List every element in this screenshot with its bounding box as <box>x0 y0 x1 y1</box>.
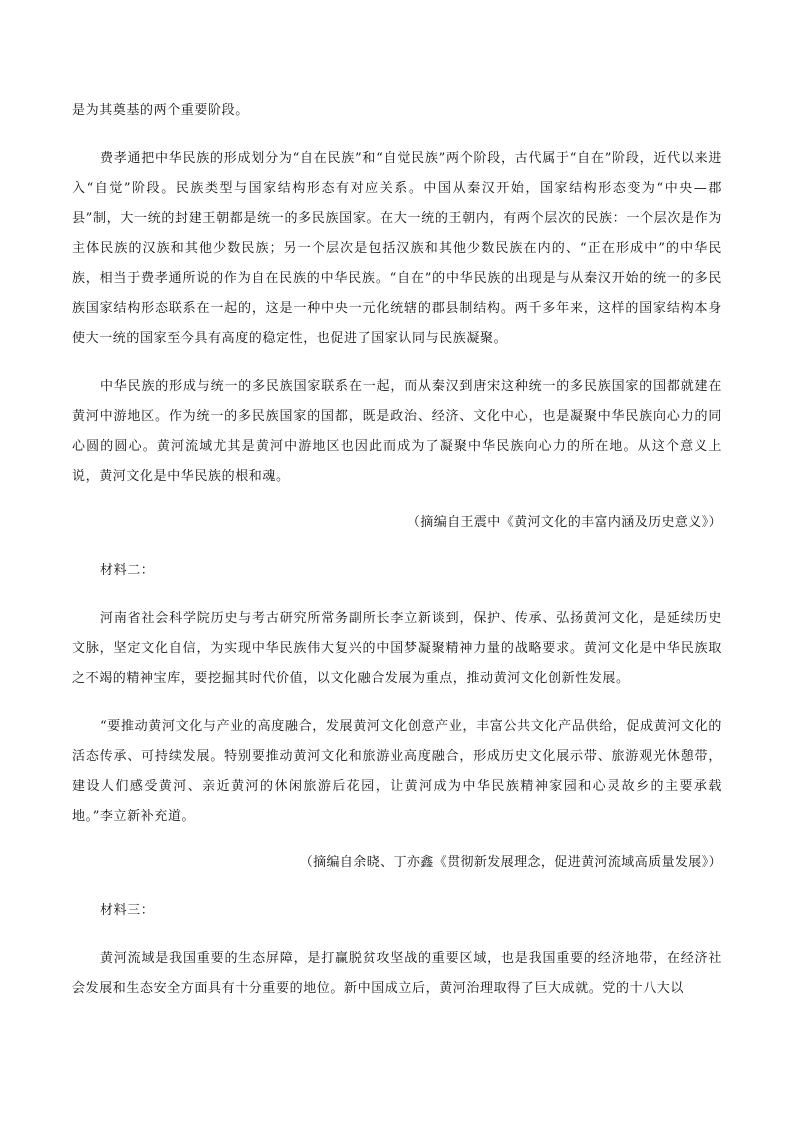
document-body <box>72 96 722 1004</box>
paragraph-continuation: 是为其奠基的两个重要阶段。 <box>72 103 249 118</box>
material-three-label: 材料三： <box>100 903 155 918</box>
paragraph-ecological-barrier: 黄河流域是我国重要的生态屏障，是打赢脱贫攻坚战的重要区域，也是我国重要的经济地带，在经济社会发展和生态安全方面具有十分重要的地位。新中国成立后，黄河治理取得了巨大成就。党的十八大以 <box>72 951 722 996</box>
paragraph-li-lixin: 河南省社会科学院历史与考古研究所常务副所长李立新谈到，保护、传承、弘扬黄河文化，是延续历史文脉，坚定文化自信，为实现中华民族伟大复兴的中国梦凝聚精神力量的战略要求。黄河文化是中华民族取之不竭的精神宝库，要挖掘其时代价值，以文化融合发展为重点，推动黄河文化创新性发展。 <box>72 611 722 686</box>
paragraph-fei-xiaotong: 费孝通把中华民族的形成划分为“自在民族”和“自觉民族”两个阶段，古代属于“自在”阶段，近代以来进入“自觉”阶段。民族类型与国家结构形态有对应关系。中国从秦汉开始，国家结构形态变为“中央—郡县”制，大一统的封建王朝都是统一的多民族国家。在大一统的王朝内，有两个层次的民族：一个层次是作为主体民族的汉族和其他少数民族；另一个层次是包括汉族和其他少数民族在内的、“正在形成中”的中华民族，相当于费孝通所说的作为自在民族的中华民族。“自在”的中华民族的出现是与从秦汉开始的统一的多民族国家结构形态联系在一起的，这是一种中央一元化统辖的郡县制结构。两千多年来，这样的国家结构本身使大一统的国家至今具有高度的稳定性，也促进了国家认同与民族凝聚。 <box>72 151 722 346</box>
paragraph-yellow-river-capital: 中华民族的形成与统一的多民族国家联系在一起，而从秦汉到唐宋这种统一的多民族国家的国都就建在黄河中游地区。作为统一的多民族国家的国都，既是政治、经济、文化中心，也是凝聚中华民族向心力的同心圆的圆心。黄河流域尤其是黄河中游地区也因此而成为了凝聚中华民族向心力的所在地。从这个意义上说，黄河文化是中华民族的根和魂。 <box>72 379 722 484</box>
source-citation-1: （摘编自王震中《黄河文化的丰富内涵及历史意义》） <box>406 515 722 530</box>
material-two-label: 材料二： <box>100 563 155 578</box>
paragraph-quote-li-lixin: “要推动黄河文化与产业的高度融合，发展黄河文化创意产业，丰富公共文化产品供给，促成黄河文化的活态传承、可持续发展。特别要推动黄河文化和旅游业高度融合，形成历史文化展示带、旅游观光休憩带，建设人们感受黄河、亲近黄河的休闲旅游后花园，让黄河成为中华民族精神家园和心灵故乡的主要承载地。”李立新补充道。 <box>72 719 722 824</box>
source-citation-2: （摘编自余晓、丁亦鑫《贯彻新发展理念，促进黄河流域高质量发展》） <box>299 855 722 870</box>
